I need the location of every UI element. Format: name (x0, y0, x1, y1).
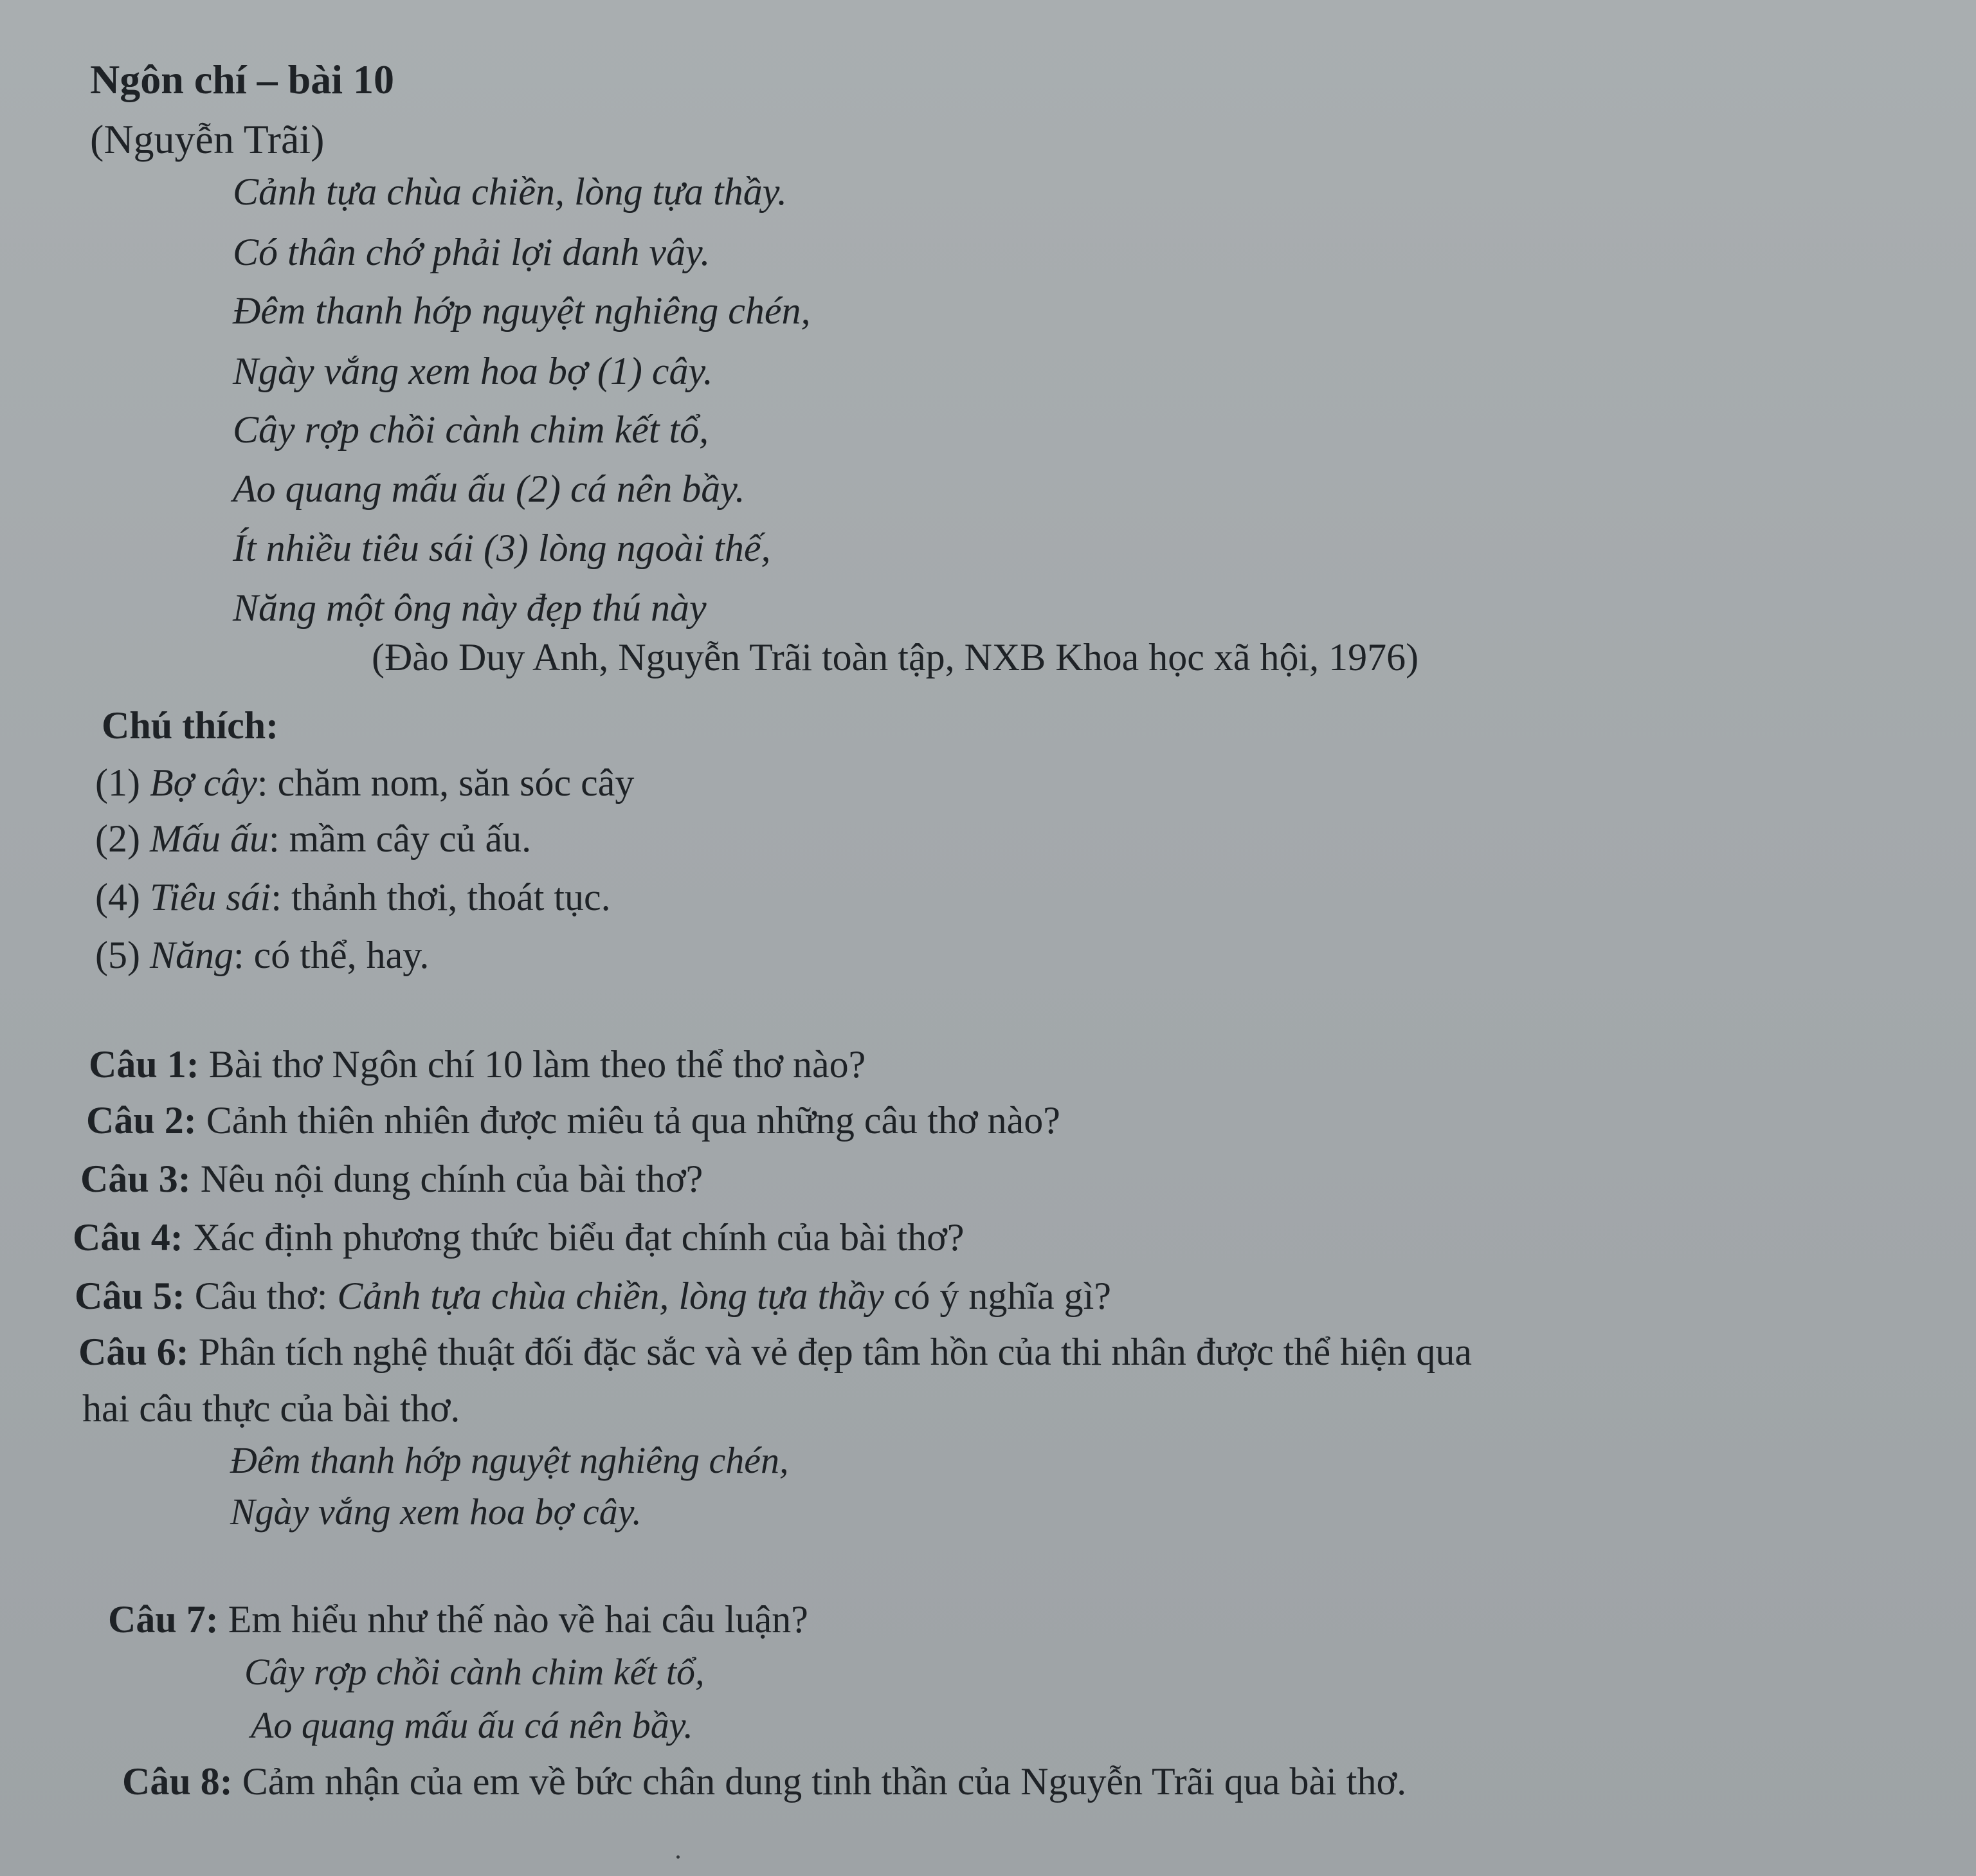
poem-line: Đêm thanh hớp nguyệt nghiêng chén, (233, 289, 811, 332)
note-separator: : (257, 761, 278, 804)
note-item (95, 936, 429, 974)
note-definition: có thể, hay. (253, 934, 430, 976)
question-quote: Cảnh tựa chùa chiền, lòng tựa thầy (337, 1275, 884, 1317)
question-text: có ý nghĩa gì? (884, 1275, 1111, 1317)
question-label: Câu 7: (108, 1598, 219, 1641)
notes-heading: Chú thích: (102, 704, 279, 747)
note-definition: chăm nom, săn sóc cây (277, 761, 635, 804)
note-term: Tiêu sái (149, 876, 271, 918)
poem-line: Có thân chớ phải lợi danh vây. (233, 231, 711, 273)
question-label: Câu 4: (73, 1216, 183, 1259)
note-definition: thảnh thơi, thoát tục. (291, 876, 611, 918)
note-separator: : (233, 934, 254, 976)
question-label: Câu 6: (78, 1331, 189, 1373)
question-2 (86, 1101, 1060, 1140)
quoted-verse: Ngày vắng xem hoa bợ cây. (230, 1491, 642, 1533)
question-8 (122, 1762, 1406, 1801)
question-1 (89, 1045, 866, 1084)
question-text: Cảm nhận của em về bức chân dung tinh thần của Nguyễn Trãi qua bài thơ. (232, 1760, 1407, 1803)
note-term: Bợ cây (149, 761, 257, 804)
question-text: Bài thơ Ngôn chí 10 làm theo thể thơ nào? (199, 1043, 866, 1086)
question-text: Nêu nội dung chính của bài thơ? (190, 1158, 703, 1200)
note-number: (1) (95, 761, 150, 804)
question-5 (75, 1277, 1111, 1315)
question-text: Em hiểu như thế nào về hai câu luận? (218, 1598, 808, 1641)
note-item (95, 763, 634, 802)
quoted-verse: Ao quang mấu ấu cá nên bầy. (251, 1704, 693, 1746)
question-label: Câu 2: (86, 1099, 197, 1142)
note-separator: : (268, 817, 289, 860)
quoted-verse: Cây rợp chồi cành chim kết tổ, (244, 1651, 705, 1693)
question-text: Phân tích nghệ thuật đối đặc sắc và vẻ đẹp tâm hồn của thi nhân được thể hiện qua (188, 1331, 1473, 1373)
note-definition: mầm cây củ ấu. (289, 817, 532, 860)
note-number: (5) (95, 934, 150, 976)
note-item (95, 878, 611, 916)
question-text: Cảnh thiên nhiên được miêu tả qua những câu thơ nào? (196, 1099, 1060, 1142)
question-6 (78, 1333, 1472, 1371)
question-label: Câu 1: (89, 1043, 199, 1086)
question-6-continuation: hai câu thực của bài thơ. (82, 1387, 460, 1430)
note-term: Mấu ấu (149, 817, 269, 860)
poem-line: Năng một ông này đẹp thú này (233, 587, 707, 629)
question-text: Câu thơ: (185, 1275, 338, 1317)
question-3 (80, 1160, 703, 1198)
question-label: Câu 3: (80, 1158, 191, 1200)
question-text: Xác định phương thức biểu đạt chính của bài thơ? (183, 1216, 965, 1259)
question-7 (108, 1600, 808, 1639)
poem-line: Ngày vắng xem hoa bợ (1) cây. (233, 350, 713, 392)
poem-author: (Nguyễn Trãi) (90, 116, 325, 162)
poem-title: Ngôn chí – bài 10 (90, 57, 394, 102)
note-separator: : (271, 876, 292, 918)
question-label: Câu 5: (75, 1275, 185, 1317)
paper-speck (676, 1855, 680, 1859)
poem-line: Ao quang mấu ấu (2) cá nên bầy. (233, 468, 745, 510)
poem-line: Ít nhiều tiêu sái (3) lòng ngoài thế, (233, 527, 771, 569)
poem-line: Cây rợp chồi cành chim kết tổ, (233, 408, 709, 451)
question-4 (73, 1218, 965, 1257)
poem-line: Cảnh tựa chùa chiền, lòng tựa thầy. (233, 170, 788, 213)
note-number: (2) (95, 817, 150, 860)
quoted-verse: Đêm thanh hớp nguyệt nghiêng chén, (230, 1439, 789, 1481)
poem-source: (Đào Duy Anh, Nguyễn Trãi toàn tập, NXB Khoa học xã hội, 1976) (372, 636, 1419, 678)
note-item (95, 819, 531, 858)
note-number: (4) (95, 876, 150, 918)
question-label: Câu 8: (122, 1760, 233, 1803)
note-term: Năng (149, 934, 233, 976)
